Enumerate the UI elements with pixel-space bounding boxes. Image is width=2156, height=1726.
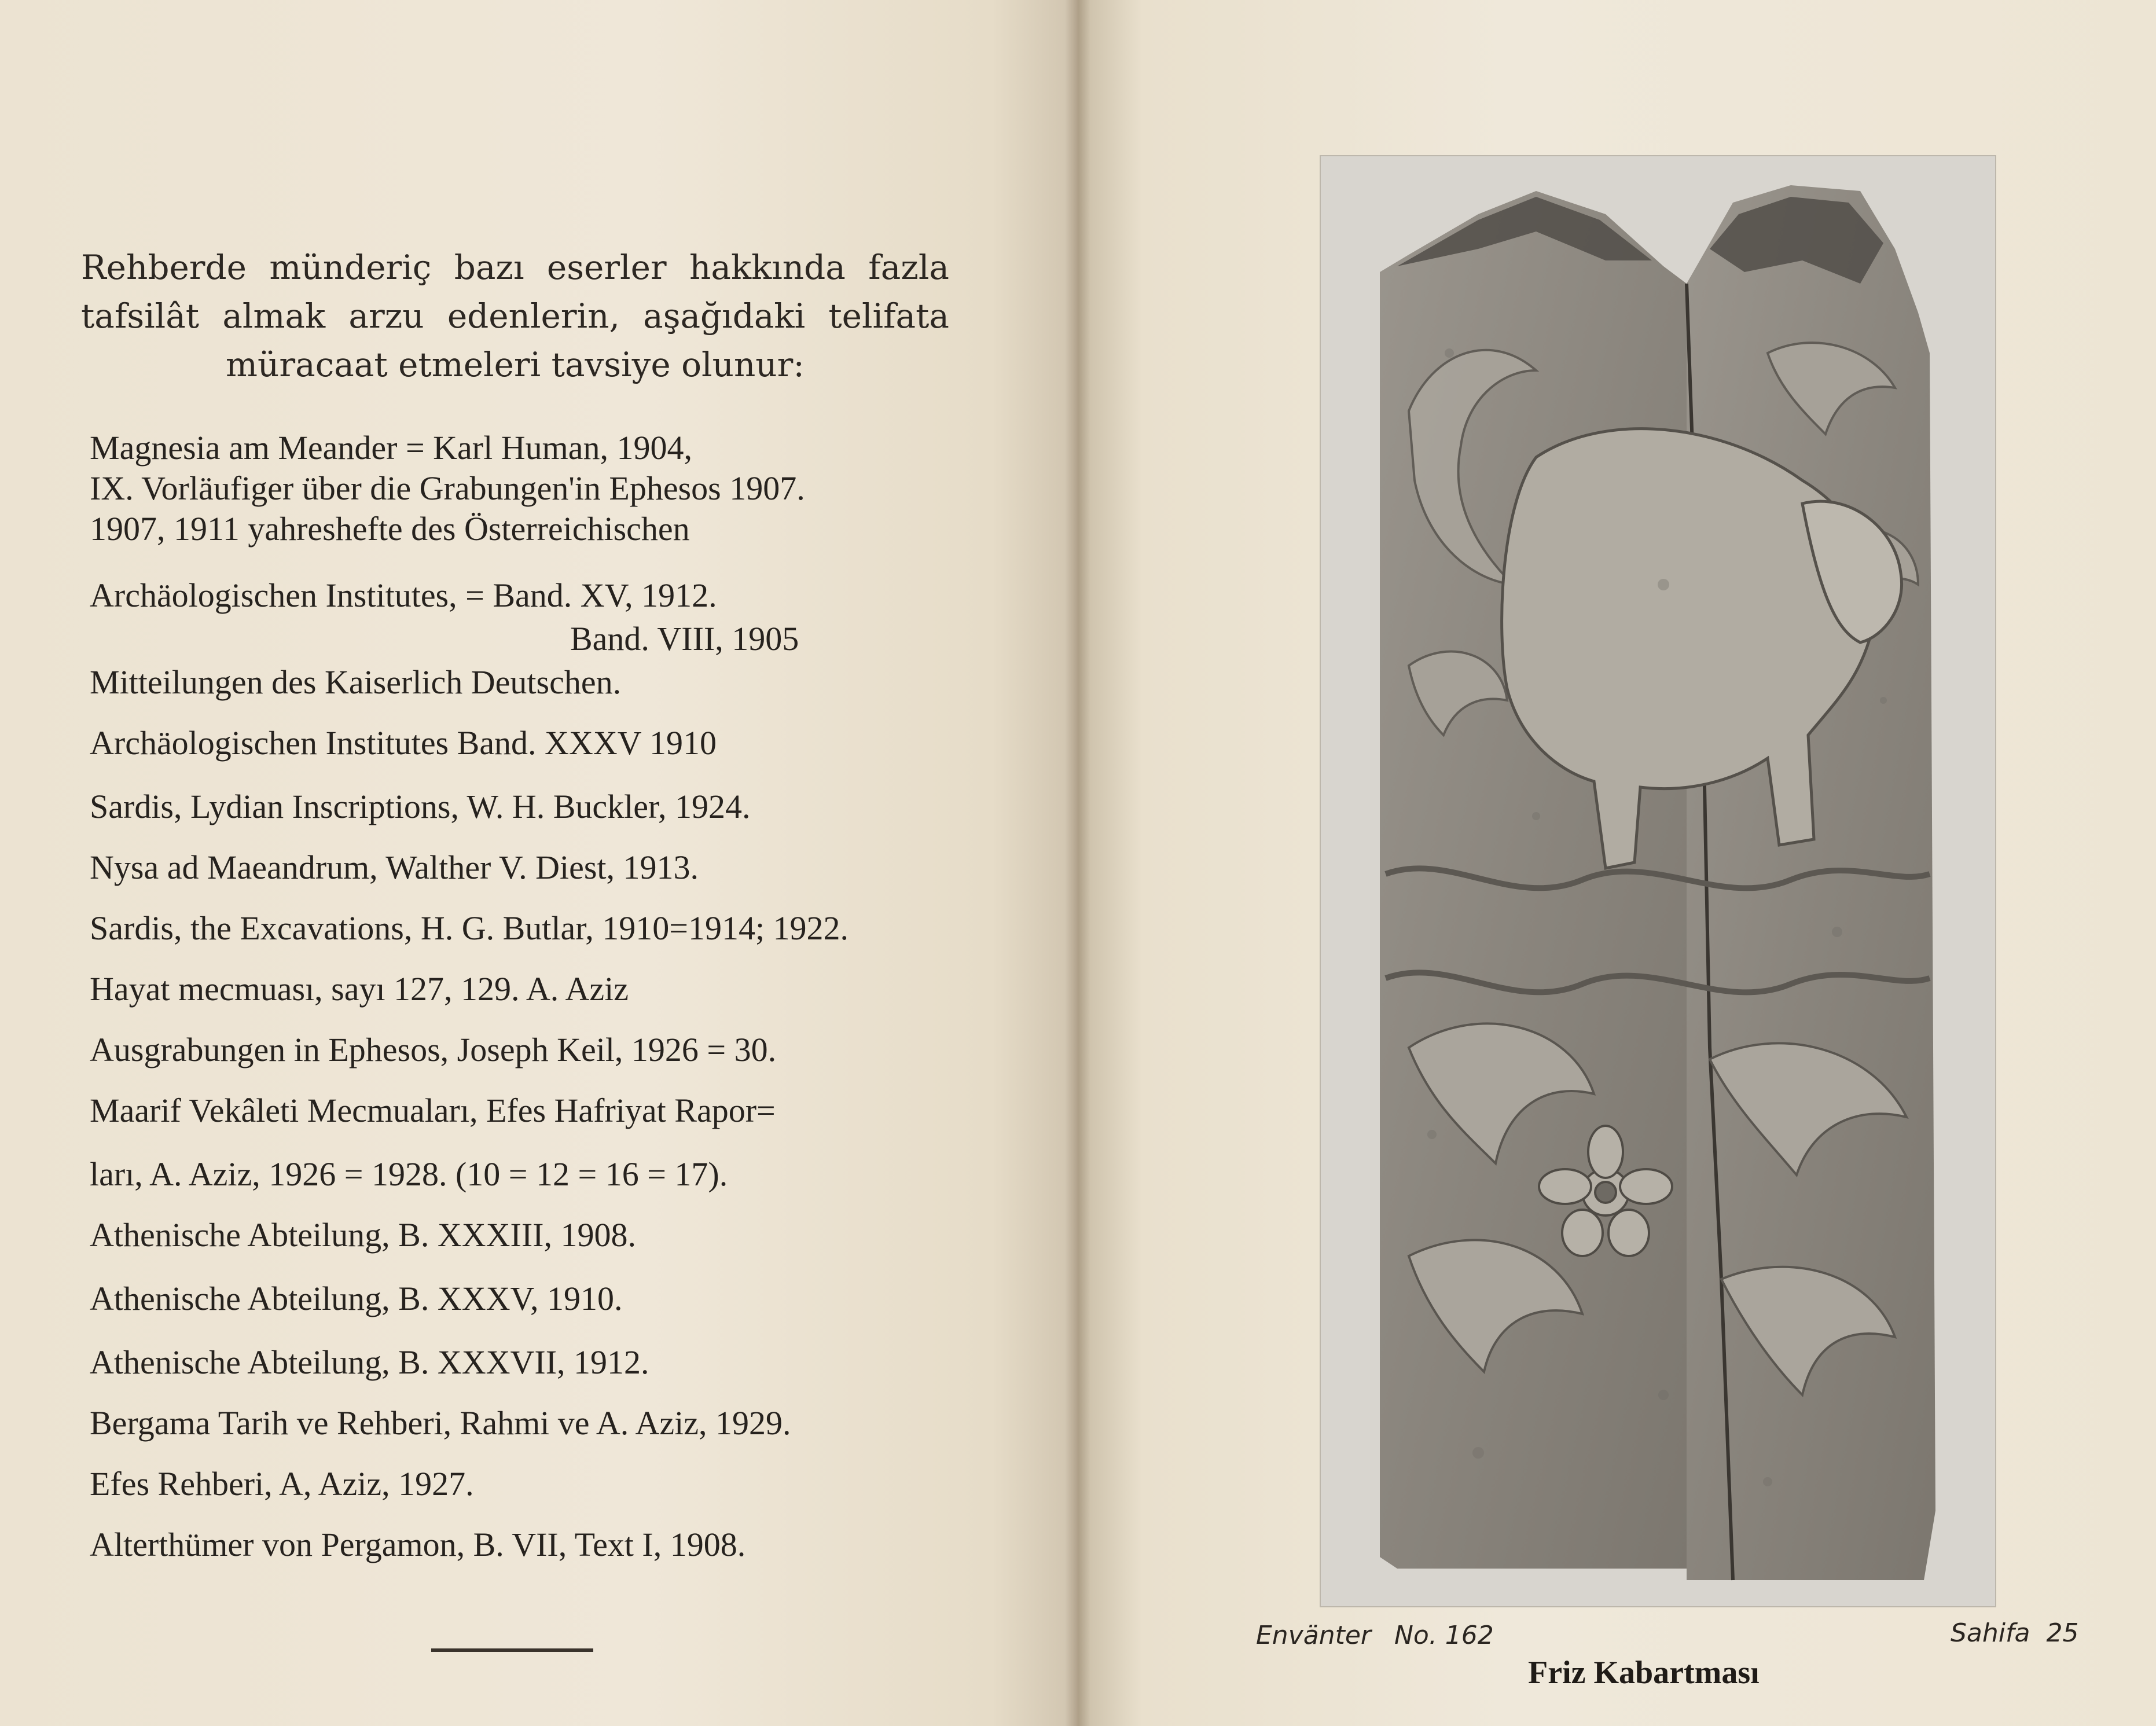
intro-line: Rehberde münderiç bazı eserler hakkında fazla — [81, 248, 949, 287]
page-label: Sahifa — [1951, 1618, 2030, 1648]
inventory-label: Envänter — [1256, 1621, 1371, 1650]
reference-item: Hayat mecmuası, sayı 127, 129. A. Aziz — [90, 970, 629, 1008]
reference-item: ları, A. Aziz, 1926 = 1928. (10 = 12 = 16 = 17). — [90, 1155, 728, 1193]
relief-photograph — [1320, 155, 1996, 1607]
reference-item: Sardis, Lydian Inscriptions, W. H. Buckler, 1924. — [90, 788, 751, 825]
intro-line: müracaat etmeleri tavsiye olunur: — [226, 345, 805, 384]
reference-item: 1907, 1911 yahreshefte des Österreichischen — [90, 510, 690, 548]
frieze-relief-image — [1362, 179, 1941, 1586]
reference-item: Archäologischen Institutes Band. XXXV 1910 — [90, 724, 717, 762]
intro-paragraph — [81, 243, 949, 389]
reference-item: Ausgrabungen in Ephesos, Joseph Keil, 1926 = 30. — [90, 1031, 777, 1068]
inventory-number: No. 162 — [1394, 1621, 1494, 1650]
figure-title: Friz Kabartması — [1528, 1655, 1760, 1691]
reference-item: Band. VIII, 1905 — [570, 620, 799, 658]
reference-item: Efes Rehberi, A, Aziz, 1927. — [90, 1465, 474, 1503]
reference-item: Archäologischen Institutes, = Band. XV, 1912. — [90, 576, 717, 614]
page-number: 25 — [2046, 1618, 2079, 1648]
inventory-caption — [1256, 1621, 1494, 1650]
section-divider — [431, 1648, 593, 1652]
reference-item: Alterthümer von Pergamon, B. VII, Text I, 1908. — [90, 1526, 746, 1563]
reference-item: Athenische Abteilung, B. XXXV, 1910. — [90, 1280, 623, 1317]
reference-item: Maarif Vekâleti Mecmuaları, Efes Hafriyat Rapor= — [90, 1092, 776, 1129]
reference-item: Athenische Abteilung, B. XXXVII, 1912. — [90, 1343, 649, 1381]
page-caption — [1951, 1618, 2078, 1648]
reference-item: Nysa ad Maeandrum, Walther V. Diest, 1913. — [90, 849, 699, 886]
reference-item: Mitteilungen des Kaiserlich Deutschen. — [90, 663, 622, 701]
reference-item: IX. Vorläufiger über die Grabungen'in Ephesos 1907. — [90, 469, 805, 507]
reference-item: Bergama Tarih ve Rehberi, Rahmi ve A. Aziz, 1929. — [90, 1404, 791, 1442]
reference-item: Magnesia am Meander = Karl Human, 1904, — [90, 429, 692, 467]
reference-item: Sardis, the Excavations, H. G. Butlar, 1910=1914; 1922. — [90, 909, 849, 947]
book-gutter — [1065, 0, 1090, 1726]
intro-line: tafsilât almak arzu edenlerin, aşağıdaki telifata — [81, 296, 949, 336]
reference-item: Athenische Abteilung, B. XXXIII, 1908. — [90, 1216, 636, 1254]
